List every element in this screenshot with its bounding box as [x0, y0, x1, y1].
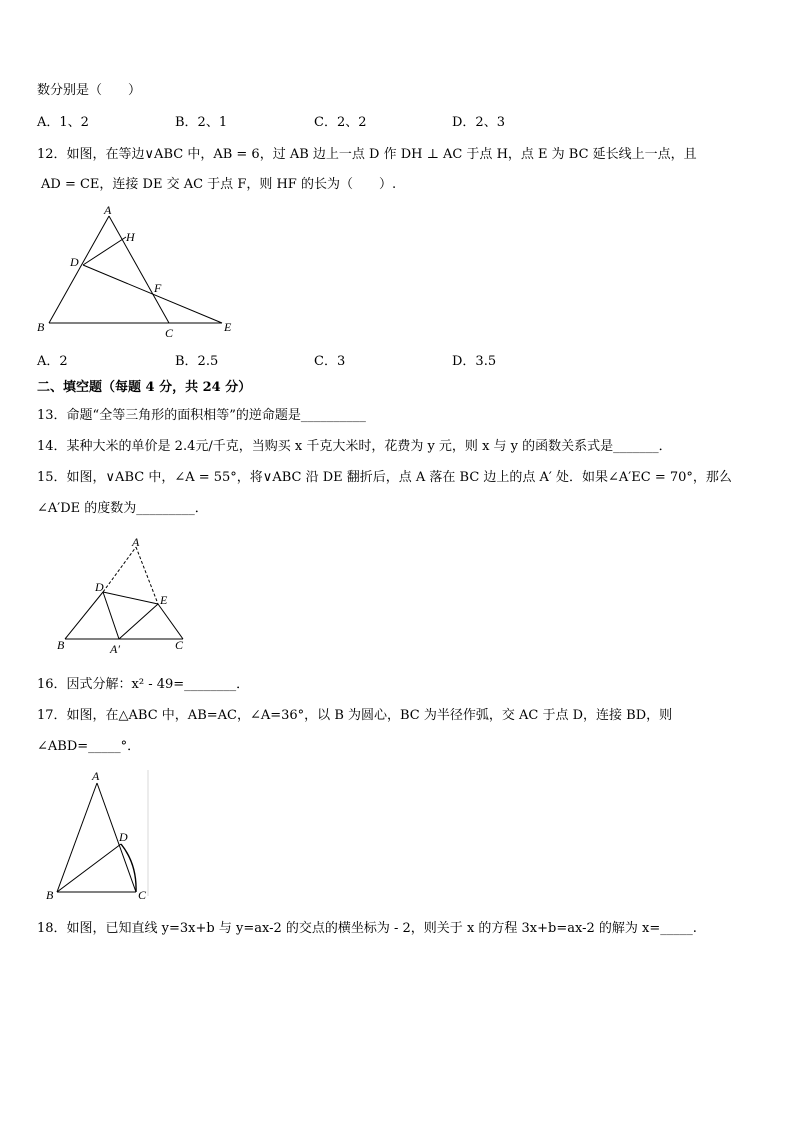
- q11-option-d: D．2、3: [452, 115, 505, 130]
- q12-label-b: B: [37, 320, 45, 334]
- q12-label-f: F: [154, 281, 162, 295]
- q12-label-d: D: [70, 255, 79, 269]
- q13-text: 13．命题“全等三角形的面积相等”的逆命题是__________: [37, 408, 366, 423]
- q11-option-a: A．1、2: [37, 115, 89, 130]
- q17-label-c: C: [138, 888, 147, 902]
- q15-label-b: B: [57, 638, 65, 652]
- q14-text: 14．某种大米的单价是 2.4元/千克，当购买 x 千克大米时，花费为 y 元，则 x 与 y 的函数关系式是_______．: [37, 439, 672, 454]
- q12-label-c: C: [165, 326, 174, 340]
- q12-option-c: C．3: [314, 354, 346, 369]
- q12-option-b: B．2.5: [175, 354, 219, 369]
- q15-label-a: A: [132, 535, 140, 549]
- q12-option-d: D．3.5: [452, 354, 497, 369]
- q12-stem-line1: 12．如图，在等边∨ABC 中，AB = 6，过 AB 边上一点 D 作 DH ⊥ AC 于点 H，点 E 为 BC 延长线上一点，且: [37, 147, 697, 162]
- q17-stem-line2: ∠ABD=_____°．: [37, 739, 141, 754]
- q12-figure: [30, 200, 250, 345]
- section-title: 二、填空题（每题 4 分，共 24 分）: [37, 380, 252, 395]
- q15-label-d: D: [95, 580, 104, 594]
- q12-label-a: A: [104, 203, 112, 217]
- q11-option-b: B．2、1: [175, 115, 228, 130]
- q15-figure: [55, 533, 195, 658]
- q12-label-e: E: [224, 320, 232, 334]
- q11-tail: 数分别是（ ）: [37, 83, 142, 98]
- q18-text: 18．如图，已知直线 y=3x+b 与 y=ax-2 的交点的横坐标为 - 2，则关于 x 的方程 3x+b=ax-2 的解为 x=_____.: [37, 921, 697, 936]
- q17-label-d: D: [119, 830, 128, 844]
- q17-figure: [40, 768, 170, 903]
- q15-label-a-prime: A′: [110, 642, 120, 656]
- q11-option-c: C．2、2: [314, 115, 367, 130]
- q15-label-c: C: [175, 638, 184, 652]
- q15-label-e: E: [160, 593, 168, 607]
- q15-stem-line1: 15．如图，∨ABC 中，∠A = 55°，将∨ABC 沿 DE 翻折后，点 A 落在 BC 边上的点 A′ 处．如果∠A′EC = 70°，那么: [37, 470, 732, 485]
- q17-label-a: A: [92, 769, 100, 783]
- q12-stem-line2: AD = CE，连接 DE 交 AC 于点 F，则 HF 的长为（ ）.: [41, 177, 397, 192]
- q17-label-b: B: [46, 888, 54, 902]
- q17-stem-line1: 17．如图，在△ABC 中，AB=AC，∠A=36°，以 B 为圆心，BC 为半径作弧，交 AC 于点 D，连接 BD，则: [37, 708, 673, 723]
- q15-stem-line2: ∠A′DE 的度数为_________．: [37, 501, 208, 516]
- q12-option-a: A．2: [37, 354, 68, 369]
- q12-label-h: H: [126, 230, 135, 244]
- q16-text: 16．因式分解：x² - 49=________．: [37, 677, 250, 692]
